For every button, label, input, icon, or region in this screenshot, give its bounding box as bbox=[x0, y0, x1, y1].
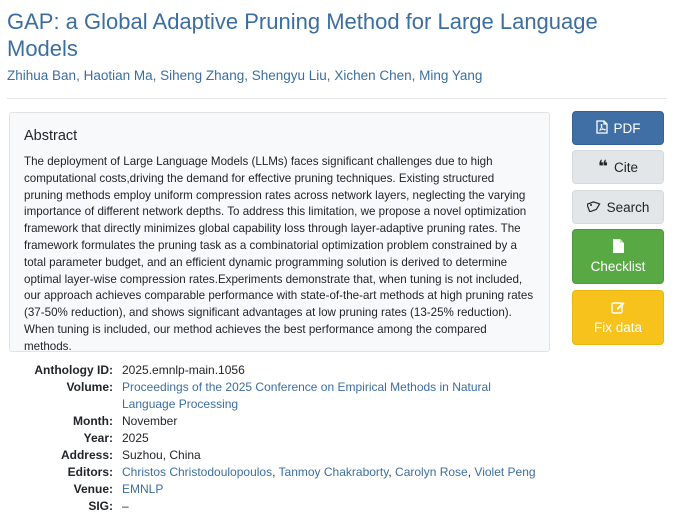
abstract-card bbox=[9, 112, 550, 352]
metadata-row-editors: Editors: Christos Christodoulopoulos, Tanmoy Chakraborty, Carolyn Rose, Violet Peng bbox=[0, 464, 560, 481]
author-list: Zhihua Ban, Haotian Ma, Siheng Zhang, Shengyu Liu, Xichen Chen, Ming Yang bbox=[7, 68, 483, 83]
quote-icon: ❝ bbox=[598, 157, 608, 177]
author-link[interactable]: Haotian Ma bbox=[83, 68, 153, 83]
metadata-row-year bbox=[0, 430, 560, 447]
search-button-label: Search bbox=[606, 199, 650, 215]
month-value: November bbox=[122, 414, 178, 428]
editor-link[interactable]: Tanmoy Chakraborty bbox=[278, 465, 389, 479]
metadata-row-volume bbox=[0, 379, 560, 413]
cite-button-label: Cite bbox=[613, 159, 638, 175]
metadata-list bbox=[0, 362, 560, 515]
address-value: Suzhou, China bbox=[122, 448, 201, 462]
search-tag-icon bbox=[587, 200, 601, 215]
divider bbox=[7, 98, 667, 99]
fix-data-button[interactable] bbox=[572, 290, 664, 345]
metadata-label: Volume: bbox=[66, 380, 113, 394]
author-link[interactable]: Xichen Chen bbox=[334, 68, 412, 83]
metadata-label: Address: bbox=[60, 448, 113, 462]
volume-link[interactable]: Proceedings of the 2025 Conference on Empirical Methods in Natural Language Processing bbox=[122, 380, 491, 411]
author-link[interactable]: Shengyu Liu bbox=[251, 68, 327, 83]
anthology-id-value: 2025.emnlp-main.1056 bbox=[122, 363, 245, 377]
year-value: 2025 bbox=[122, 431, 149, 445]
pdf-button-label: PDF bbox=[613, 120, 641, 136]
cite-button[interactable] bbox=[572, 150, 664, 184]
checklist-button-label: Checklist bbox=[590, 259, 646, 274]
metadata-row-sig bbox=[0, 498, 560, 515]
metadata-row-anthology-id bbox=[0, 362, 560, 379]
editor-link[interactable]: Carolyn Rose bbox=[395, 465, 468, 479]
pdf-button[interactable] bbox=[572, 111, 664, 145]
editor-link[interactable]: Christos Christodoulopoulos bbox=[122, 465, 273, 479]
abstract-heading: Abstract bbox=[24, 128, 78, 144]
search-button[interactable] bbox=[572, 190, 664, 224]
metadata-label: Venue: bbox=[73, 482, 113, 496]
metadata-label: Anthology ID: bbox=[34, 363, 113, 377]
edit-icon bbox=[611, 300, 625, 317]
checklist-button[interactable] bbox=[572, 229, 664, 284]
metadata-label: Editors: bbox=[67, 465, 113, 479]
author-link[interactable]: Ming Yang bbox=[419, 68, 483, 83]
abstract-text: The deployment of Large Language Models (LLMs) faces significant challenges due to high computational costs,driving the demand for effective pruning techniques. Existing structured pruning methods employ uniform compression rates across network layers, neglecting the varying importance of different network depths. To address this limitation, we propose a novel optimization framework that directly minimizes global capability loss through layer-adaptive pruning rates. The framework formulates the pruning task as a combinatorial optimization problem constrained by a total parameter budget, and an efficient dynamic programming solution is derived to determine optimal layer-wise compression rates.Experiments demonstrate that, when tuning is not included, our approach achieves comparable performance with state-of-the-art methods at high pruning rates (37-50% reduction), and shows significant advantages at low pruning rates (13-25% reduction). When tuning is included, our method achieves the best performance among the compared methods. bbox=[24, 155, 534, 353]
fix-data-button-label: Fix data bbox=[593, 320, 643, 335]
sig-value: – bbox=[122, 499, 129, 513]
metadata-label: SIG: bbox=[88, 499, 113, 513]
editor-link[interactable]: Violet Peng bbox=[474, 465, 536, 479]
venue-link[interactable]: EMNLP bbox=[122, 482, 164, 496]
metadata-row-venue bbox=[0, 481, 560, 498]
file-pdf-icon bbox=[596, 120, 608, 137]
paper-title: GAP: a Global Adaptive Pruning Method for Large Language Models bbox=[7, 9, 598, 61]
metadata-label: Year: bbox=[83, 431, 113, 445]
metadata-label: Month: bbox=[73, 414, 113, 428]
author-link[interactable]: Siheng Zhang bbox=[160, 68, 245, 83]
metadata-row-address bbox=[0, 447, 560, 464]
file-icon bbox=[613, 239, 624, 256]
author-link[interactable]: Zhihua Ban bbox=[7, 68, 77, 83]
metadata-row-month bbox=[0, 413, 560, 430]
